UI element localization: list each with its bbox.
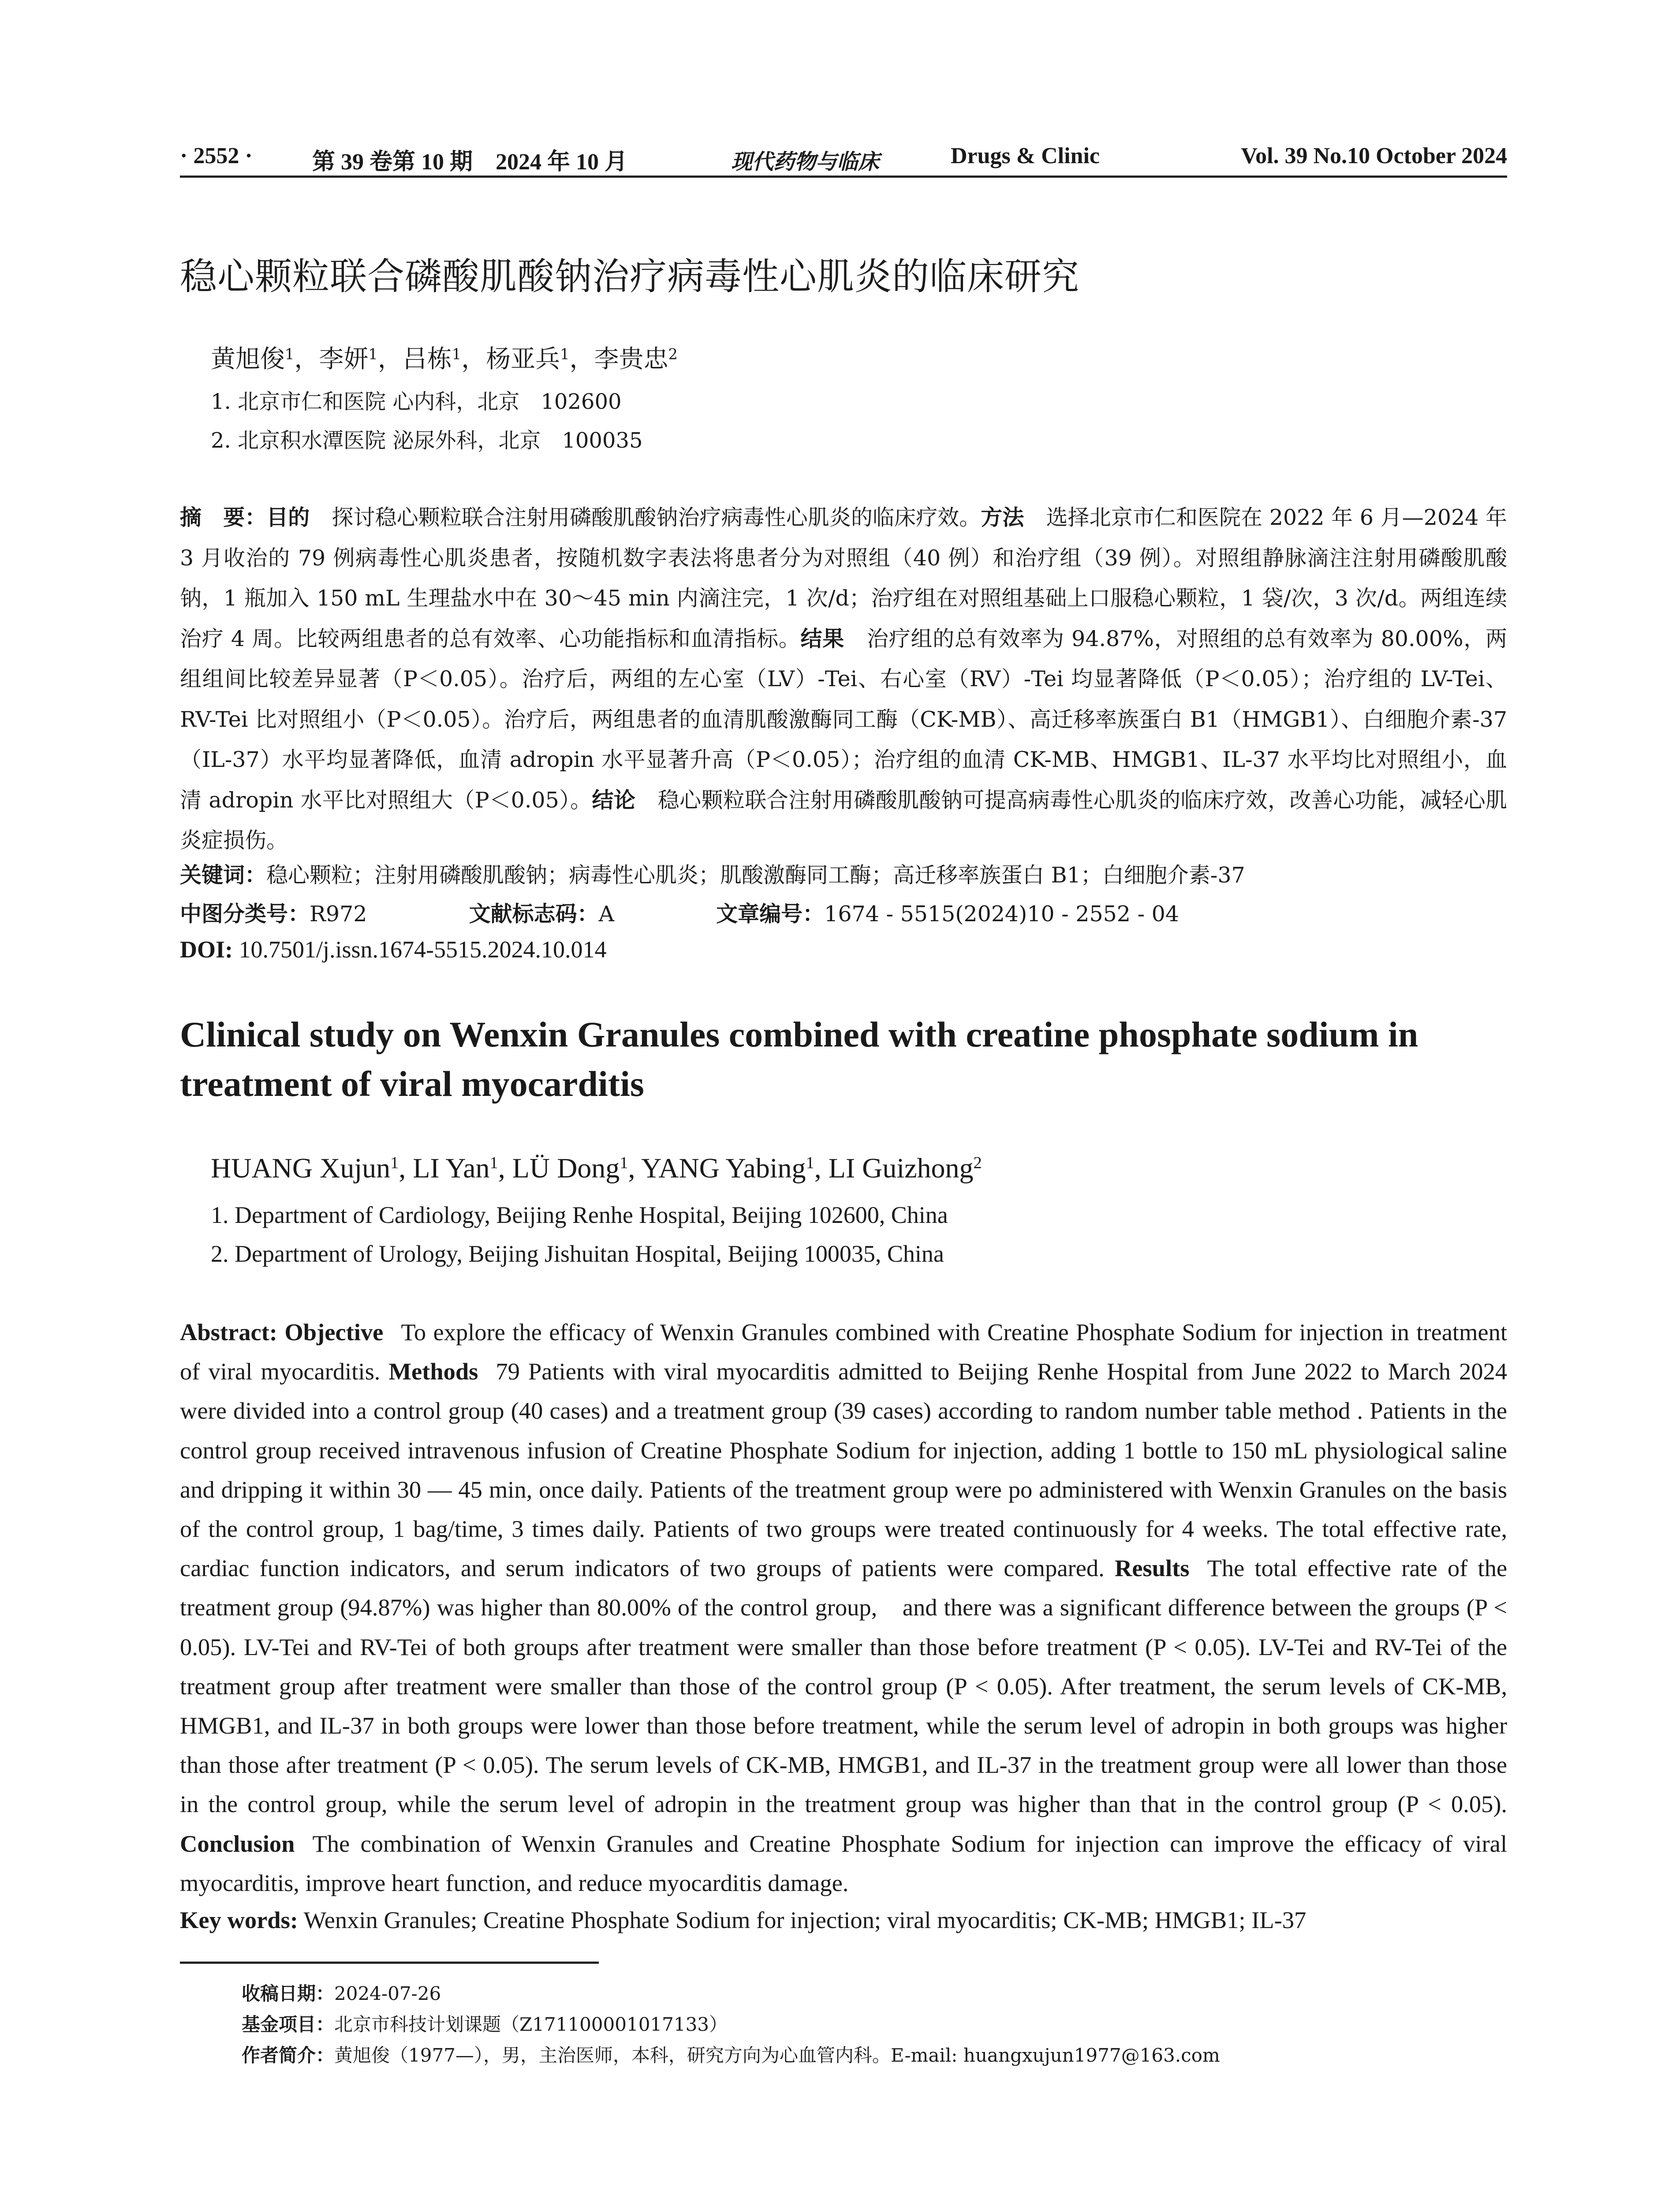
cn-results-text: 治疗组的总有效率为 94.87%，对照组的总有效率为 80.00%，两组组间比较差异显著（P＜0.05）。治疗后，两组的左心室（LV）-Tei、右心室（RV）-Tei 均显著降低（P＜0.05）；治疗组的 LV-Tei、RV-Tei 比对照组小（P＜0.05）。治疗后，两组患者的血清肌酸激酶同工酶（CK-MB）、高迁移率族蛋白 B1（HMGB1）、白细胞介素-37（IL-37）水平均显著降低，血清 adropin 水平显著升高（P＜0.05）；治疗组的血清 CK-MB、HMGB1、IL-37 水平均比对照组小，血清 adropin 水平比对照组大（P＜0.05）。	[180, 626, 1507, 813]
footnote-rule	[180, 1962, 599, 1964]
cn-author: 黄旭俊$^1$，	[211, 345, 319, 374]
en-author: LI Guizhong$^2$	[828, 1152, 982, 1184]
author-bio-text: 黄旭俊（1977—），男，主治医师，本科，研究方向为心血管内科。E-mail: huangxujun1977@163.com	[334, 2044, 1220, 2066]
fund-label: 基金项目：	[242, 2014, 335, 2035]
en-keywords	[180, 1906, 1306, 1934]
fund-text: 北京市科技计划课题（Z171100001017133）	[334, 2014, 728, 2035]
cn-results-label: 结果	[800, 626, 845, 651]
running-header	[180, 140, 1507, 178]
cn-abstract-label: 摘 要：	[180, 505, 267, 530]
cn-author: 吕栋$^1$，	[402, 345, 486, 374]
cn-author: 李贵忠$^2$	[594, 345, 678, 374]
cn-affiliation: 2. 北京积水潭医院 泌尿外科，北京 100035	[211, 428, 643, 453]
doc-code-value: A	[598, 901, 614, 927]
clc-label: 中图分类号：	[180, 901, 310, 927]
issue-info: 第 39 卷第 10 期 2024 年 10 月	[312, 149, 628, 175]
en-objective-label: Objective	[284, 1319, 384, 1345]
en-conclusion-text: The combination of Wenxin Granules and Creatine Phosphate Sodium for injection can improve the efficacy of viral myocarditis, improve heart function, and reduce myocarditis damage.	[180, 1830, 1507, 1896]
en-conclusion-label: Conclusion	[180, 1830, 295, 1857]
footnote-author	[242, 2041, 1220, 2067]
cn-methods-text: 选择北京市仁和医院在 2022 年 6 月—2024 年 3 月收治的 79 例病毒性心肌炎患者，按随机数字表法将患者分为对照组（40 例）和治疗组（39 例）。对照组静脉滴注注射用磷酸肌酸钠，1 瓶加入 150 mL 生理盐水中在 30～45 min 内滴注完，1 次/d；治疗组在对照组基础上口服稳心颗粒，1 袋/次，3 次/d。两组连续治疗 4 周。比较两组患者的总有效率、心功能指标和血清指标。	[180, 505, 1507, 651]
doi-link[interactable]: 10.7501/j.issn.1674-5515.2024.10.014	[233, 936, 607, 963]
en-methods-label: Methods	[388, 1358, 478, 1385]
en-methods-text: 79 Patients with viral myocarditis admitted to Beijing Renhe Hospital from June 2022 to March 2024 were divided into a control group (40 cases) and a treatment group (39 cases) according to random number table method . Patients in the control group received intravenous infusion of Creatine Phosphate Sodium for injection, adding 1 bottle to 150 mL physiological saline and dripping it within 30 — 45 min, once daily. Patients of the treatment group were po administered with Wenxin Granules on the basis of the control group, 1 bag/time, 3 times daily. Patients of two groups were treated continuously for 4 weeks. The total effective rate, cardiac function indicators, and serum indicators of two groups of patients were compared.	[180, 1358, 1507, 1582]
journal-name-cn: 现代药物与临床	[731, 150, 880, 174]
en-results-text: The total effective rate of the treatment group (94.87%) was higher than 80.00% of the control group, and there was a significant difference between the groups (P < 0.05). LV-Tei and RV-Tei of both groups after treatment were smaller than those before treatment (P < 0.05). LV-Tei and RV-Tei of the treatment group after treatment were smaller than those of the control group (P < 0.05). After treatment, the serum levels of CK-MB, HMGB1, and IL-37 in both groups were lower than those before treatment, while the serum level of adropin in both groups was higher than those after treatment (P < 0.05). The serum levels of CK-MB, HMGB1, and IL-37 in the treatment group were all lower than those in the control group, while the serum level of adropin in the treatment group was higher than that in the control group (P < 0.05).	[180, 1555, 1508, 1818]
cn-conclusion-label: 结论	[592, 787, 636, 813]
doc-code-label: 文献标志码：	[469, 901, 599, 927]
en-objective-text: To explore the efficacy of Wenxin Granules combined with Creatine Phosphate Sodium for injection in treatment of viral myocarditis.	[180, 1319, 1508, 1385]
cn-objective-text: 探讨稳心颗粒联合注射用磷酸肌酸钠治疗病毒性心肌炎的临床疗效。	[332, 505, 981, 530]
en-keywords-label: Key words:	[180, 1906, 298, 1933]
article-number-value: 1674 - 5515(2024)10 - 2552 - 04	[824, 901, 1180, 927]
author-bio-label: 作者简介：	[242, 2044, 335, 2066]
cn-objective-label: 目的	[266, 505, 310, 530]
header-rule	[180, 176, 1507, 178]
en-author: LÜ Dong$^1$,	[512, 1152, 642, 1184]
received-date: 2024-07-26	[334, 1983, 441, 2004]
en-author: LI Yan$^1$,	[413, 1152, 512, 1184]
en-author: YANG Yabing$^1$,	[641, 1152, 829, 1184]
cn-author: 李妍$^1$，	[319, 345, 403, 374]
en-affiliation: 1. Department of Cardiology, Beijing Renhe Hospital, Beijing 102600, China	[211, 1202, 948, 1228]
article-number-label: 文章编号：	[716, 901, 825, 927]
footnote-received	[242, 1979, 441, 2006]
cn-conclusion-text: 稳心颗粒联合注射用磷酸肌酸钠可提高病毒性心肌炎的临床疗效，改善心功能，减轻心肌炎症损伤。	[180, 787, 1507, 853]
en-abstract-label: Abstract:	[180, 1319, 277, 1345]
en-abstract	[180, 1312, 1507, 1902]
en-affiliation: 2. Department of Urology, Beijing Jishuitan Hospital, Beijing 100035, China	[211, 1241, 944, 1267]
doi-line	[180, 936, 607, 963]
cn-keywords	[180, 858, 1245, 889]
cn-authors	[211, 340, 678, 375]
cn-abstract	[180, 497, 1507, 861]
cn-affiliation: 1. 北京市仁和医院 心内科，北京 102600	[211, 389, 622, 414]
cn-title: 稳心颗粒联合磷酸肌酸钠治疗病毒性心肌炎的临床研究	[180, 255, 1080, 298]
cn-classification	[180, 897, 1179, 928]
en-author: HUANG Xujun$^1$,	[211, 1152, 413, 1184]
journal-name-en: Drugs & Clinic	[951, 143, 1100, 168]
en-title: Clinical study on Wenxin Granules combined with creatine phosphate sodium in treatment of viral myocarditis	[180, 1014, 1419, 1104]
cn-author: 杨亚兵$^1$，	[486, 345, 594, 374]
page-number: · 2552 ·	[180, 143, 253, 168]
doi-label: DOI:	[180, 936, 233, 963]
volume-info: Vol. 39 No.10 October 2024	[1241, 143, 1507, 168]
cn-keywords-text: 稳心颗粒；注射用磷酸肌酸钠；病毒性心肌炎；肌酸激酶同工酶；高迁移率族蛋白 B1；白细胞介素-37	[266, 863, 1245, 888]
footnote-fund	[242, 2010, 728, 2037]
cn-methods-label: 方法	[981, 505, 1024, 530]
en-keywords-text: Wenxin Granules; Creatine Phosphate Sodium for injection; viral myocarditis; CK-MB; HMGB1; IL-37	[298, 1906, 1307, 1933]
en-authors	[211, 1152, 982, 1185]
received-label: 收稿日期：	[242, 1983, 335, 2004]
clc-value: R972	[310, 901, 367, 927]
en-results-label: Results	[1114, 1555, 1190, 1582]
cn-keywords-label: 关键词：	[180, 863, 267, 888]
